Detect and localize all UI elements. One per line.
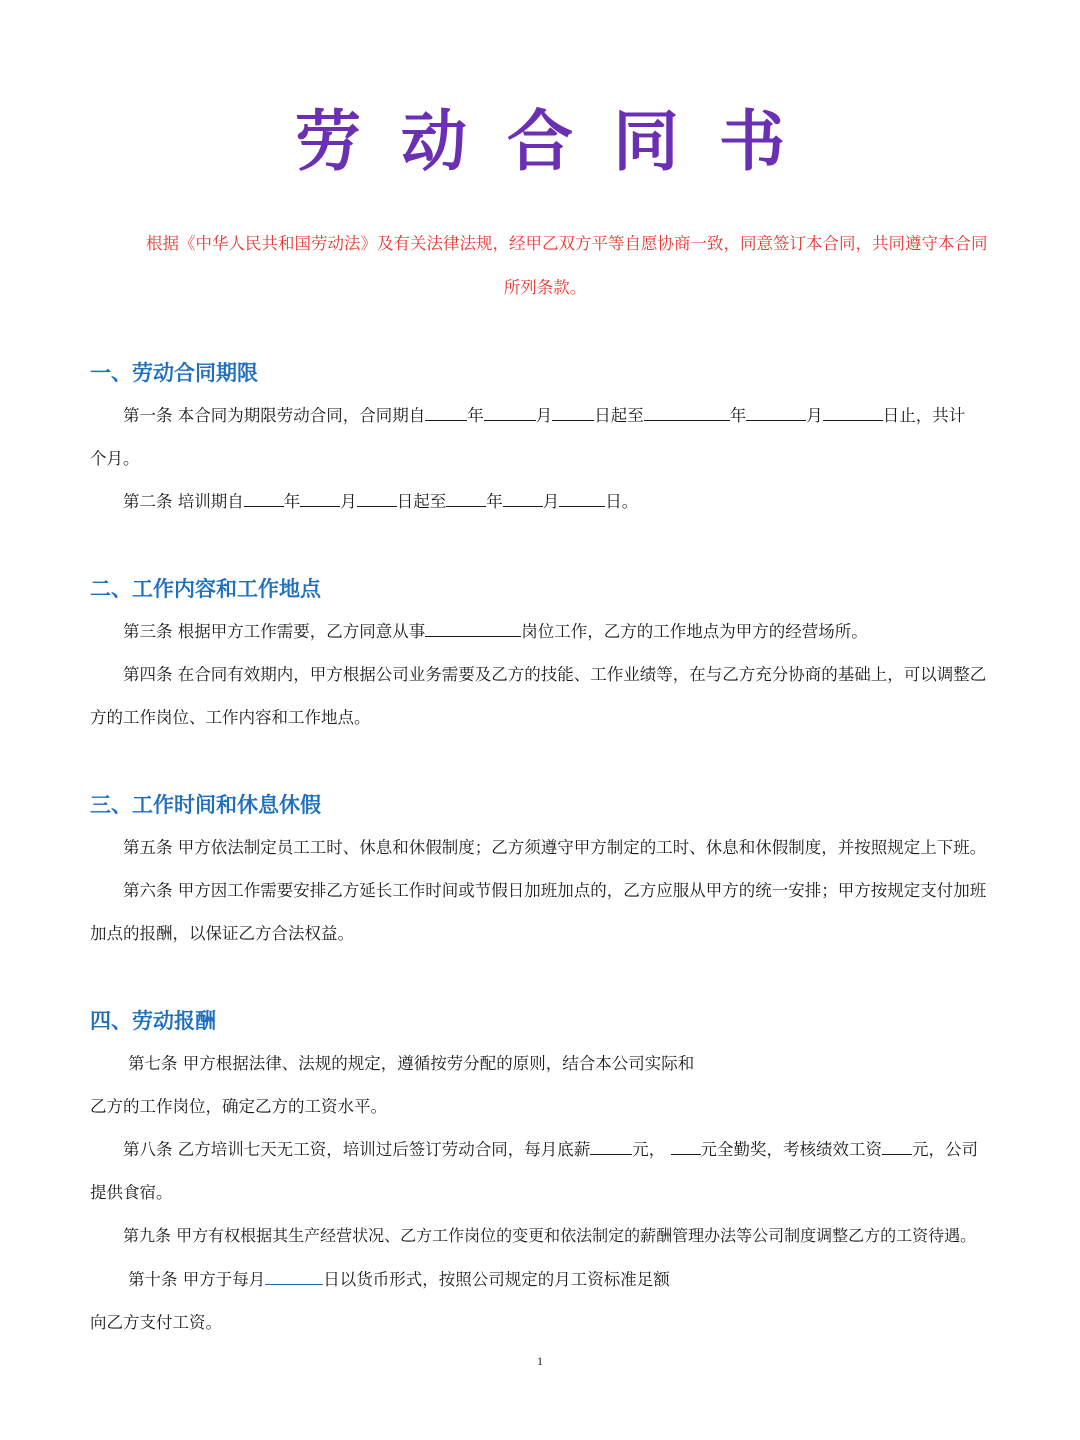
article-1 — [90, 394, 1000, 437]
blank-pay-day[interactable] — [265, 1268, 323, 1285]
article-3-text: 第三条 根据甲方工作需要，乙方同意从事 — [123, 622, 426, 641]
article-2-from-label: 日起至 — [396, 492, 447, 511]
blank-training-start-month[interactable] — [300, 490, 340, 507]
blank-end-year[interactable] — [644, 404, 730, 421]
article-2-year-label: 年 — [283, 492, 301, 511]
article-1-from-label: 日起至 — [594, 406, 644, 425]
section-heading-term: 一、劳动合同期限 — [90, 361, 258, 385]
blank-start-day[interactable] — [552, 404, 594, 421]
blank-training-end-year[interactable] — [446, 490, 486, 507]
blank-end-month[interactable] — [746, 404, 806, 421]
article-2-text: 第二条 培训期自 — [123, 492, 244, 511]
blank-base-salary[interactable] — [590, 1138, 632, 1155]
contract-intro — [90, 222, 1000, 310]
article-1-year-label: 年 — [467, 406, 484, 425]
article-10-text-end: 日以货币形式，按照公司规定的月工资标准足额 — [323, 1270, 670, 1289]
article-8-yuan-label: 元， — [632, 1140, 666, 1159]
article-10-continued: 向乙方支付工资。 — [90, 1313, 222, 1332]
page-number: 1 — [537, 1354, 543, 1368]
article-10 — [90, 1258, 1000, 1301]
blank-training-start-day[interactable] — [357, 490, 397, 507]
document-title: 劳动合同书 — [295, 103, 825, 180]
article-1-text: 第一条 本合同为期限劳动合同，合同期自 — [123, 406, 426, 425]
article-5: 第五条 甲方依法制定员工工时、休息和休假制度；乙方须遵守甲方制定的工时、休息和休假制度，并按照规定上下班。 — [123, 838, 987, 857]
article-3 — [90, 610, 1000, 653]
blank-position[interactable] — [425, 620, 521, 637]
article-7-continued: 乙方的工作岗位，确定乙方的工资水平。 — [90, 1097, 387, 1116]
article-1-end-label: 日止，共计 — [882, 406, 966, 425]
article-1-continued: 个月。 — [90, 449, 140, 468]
section-heading-work-content: 二、工作内容和工作地点 — [90, 577, 321, 601]
article-8-company-label: 元，公司 — [912, 1140, 978, 1159]
blank-attendance-bonus[interactable] — [671, 1138, 701, 1155]
article-8 — [90, 1128, 1000, 1171]
intro-text-end: 所列条款。 — [503, 278, 587, 297]
blank-start-month[interactable] — [484, 404, 536, 421]
article-8-continued: 提供食宿。 — [90, 1183, 173, 1202]
blank-training-start-year[interactable] — [244, 490, 284, 507]
article-10-text: 第十条 甲方于每月 — [128, 1270, 266, 1289]
article-2-end-year-label: 年 — [486, 492, 503, 511]
section-heading-working-hours: 三、工作时间和休息休假 — [90, 793, 321, 817]
blank-training-end-day[interactable] — [559, 490, 605, 507]
blank-end-day[interactable] — [823, 404, 883, 421]
article-8-bonus-label: 元全勤奖，考核绩效工资 — [700, 1140, 882, 1159]
blank-start-year[interactable] — [425, 404, 467, 421]
intro-text: 根据《中华人民共和国劳动法》及有关法律法规，经甲乙双方平等自愿协商一致，同意签订本合同，共同遵守本合同 — [146, 234, 988, 253]
article-4: 第四条 在合同有效期内，甲方根据公司业务需要及乙方的技能、工作业绩等，在与乙方充分协商的基础上，可以调整乙方的工作岗位、工作内容和工作地点。 — [90, 665, 987, 727]
article-7: 第七条 甲方根据法律、法规的规定，遵循按劳分配的原则，结合本公司实际和 — [128, 1054, 695, 1073]
blank-training-end-month[interactable] — [503, 490, 543, 507]
blank-performance-pay[interactable] — [882, 1138, 912, 1155]
article-1-end-month-label: 月 — [806, 406, 823, 425]
article-2 — [90, 480, 1000, 523]
section-heading-remuneration: 四、劳动报酬 — [90, 1009, 216, 1033]
article-3-text-end: 岗位工作，乙方的工作地点为甲方的经营场所。 — [521, 622, 868, 641]
article-8-text: 第八条 乙方培训七天无工资，培训过后签订劳动合同，每月底薪 — [123, 1140, 591, 1159]
article-1-end-year-label: 年 — [729, 406, 747, 425]
article-6: 第六条 甲方因工作需要安排乙方延长工作时间或节假日加班加点的，乙方应服从甲方的统一安排；甲方按规定支付加班加点的报酬，以保证乙方合法权益。 — [90, 881, 987, 943]
article-9: 第九条 甲方有权根据其生产经营状况、乙方工作岗位的变更和依法制定的薪酬管理办法等公司制度调整乙方的工资待遇。 — [123, 1226, 977, 1245]
article-1-month-label: 月 — [535, 406, 553, 425]
article-2-end-label: 日。 — [605, 492, 639, 511]
article-2-month-label: 月 — [340, 492, 357, 511]
article-2-end-month-label: 月 — [542, 492, 560, 511]
